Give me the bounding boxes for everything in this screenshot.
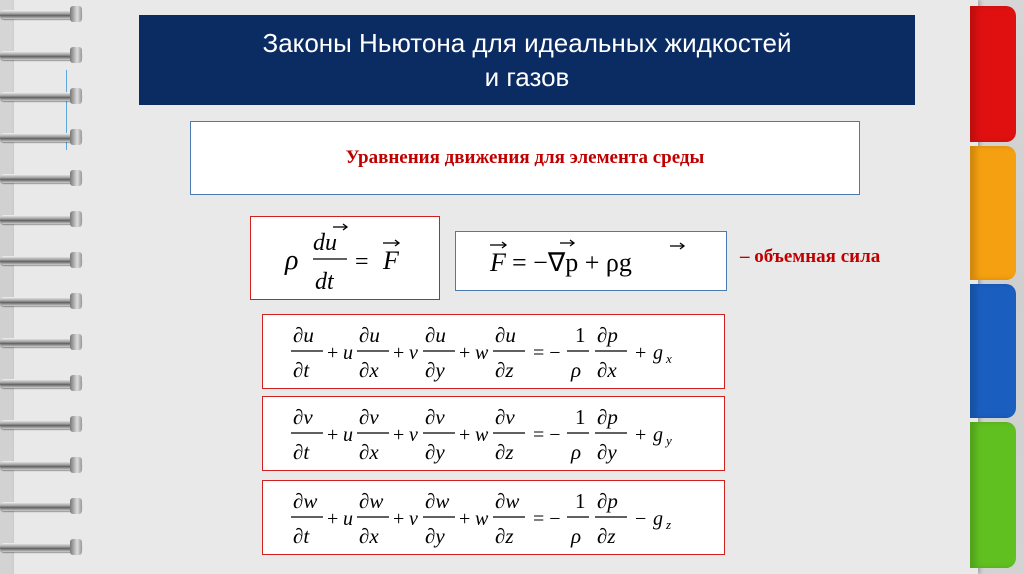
fraction-numerator: ∂w [359, 489, 384, 513]
binding-ring [0, 543, 82, 552]
newton-equation [251, 217, 439, 299]
tab-red[interactable] [970, 6, 1016, 142]
fraction-numerator: 1 [575, 489, 586, 513]
plus-sign: + [459, 342, 471, 364]
fraction-denominator: ∂y [425, 524, 445, 548]
binding-ring [0, 215, 82, 224]
binding-ring [0, 92, 82, 101]
fraction-denominator: ρ [571, 524, 582, 548]
fraction-numerator: 1 [575, 323, 586, 347]
euler-z-box [262, 480, 725, 555]
fraction-denominator: ∂x [359, 358, 379, 382]
dt-text: dt [315, 269, 334, 295]
equals-minus: = − [533, 342, 561, 364]
fraction-numerator: ∂p [597, 405, 618, 429]
fraction-numerator: ∂v [293, 405, 313, 429]
euler-equation-z [263, 481, 724, 554]
gravity-subscript: y [666, 433, 672, 448]
force-lhs: F [490, 248, 506, 277]
newton-equation-box [250, 216, 440, 300]
velocity-u: u [343, 508, 353, 530]
equals-sign: = [355, 249, 369, 275]
title-line-2: и газов [484, 62, 570, 92]
plus-sign: + [459, 508, 471, 530]
gravity-symbol: g [653, 342, 663, 364]
tab-green[interactable] [970, 422, 1016, 568]
fraction-numerator: ∂w [425, 489, 450, 513]
gravity-subscript: z [666, 517, 672, 532]
velocity-v: v [409, 424, 418, 446]
slide-title [139, 15, 915, 105]
fraction-numerator: ∂v [495, 405, 515, 429]
plus-sign: + [393, 342, 405, 364]
gravity-symbol: g [653, 424, 663, 446]
g-sign: + [635, 342, 647, 364]
equals-minus: = − [533, 424, 561, 446]
velocity-w: w [475, 342, 489, 364]
binding-ring [0, 379, 82, 388]
binding-ring [0, 338, 82, 347]
euler-x-box [262, 314, 725, 389]
plus-sign: + [327, 342, 339, 364]
gravity-symbol: g [653, 508, 663, 530]
force-equation [456, 232, 726, 290]
force-rhs: = −∇p + ρg [512, 248, 632, 277]
fraction-numerator: ∂u [359, 323, 380, 347]
fraction-denominator: ∂z [495, 524, 514, 548]
fraction-numerator: ∂p [597, 489, 618, 513]
fraction-numerator: ∂v [425, 405, 445, 429]
euler-equation-y [263, 397, 724, 470]
plus-sign: + [393, 424, 405, 446]
binding-ring [0, 51, 82, 60]
fraction-denominator: ∂t [293, 524, 310, 548]
g-sign: + [635, 424, 647, 446]
fraction-denominator: ∂y [425, 358, 445, 382]
velocity-v: v [409, 342, 418, 364]
plus-sign: + [327, 424, 339, 446]
fraction-numerator: ∂u [293, 323, 314, 347]
fraction-numerator: ∂p [597, 323, 618, 347]
fraction-numerator: ∂v [359, 405, 379, 429]
velocity-v: v [409, 508, 418, 530]
spiral-binding [0, 0, 90, 574]
euler-y-box [262, 396, 725, 471]
title-line-1: Законы Ньютона для идеальных жидкостей [262, 28, 792, 58]
fraction-denominator: ∂z [597, 524, 616, 548]
fraction-denominator: ∂y [597, 440, 617, 464]
du-text: du [313, 230, 337, 256]
body-force-label: – объемная сила [740, 246, 881, 267]
fraction-numerator: 1 [575, 405, 586, 429]
tab-orange[interactable] [970, 146, 1016, 280]
plus-sign: + [393, 508, 405, 530]
fraction-numerator: ∂w [293, 489, 318, 513]
velocity-u: u [343, 342, 353, 364]
binding-ring [0, 297, 82, 306]
euler-equation-x [263, 315, 724, 388]
fraction-denominator: ∂y [425, 440, 445, 464]
binding-ring [0, 133, 82, 142]
fraction-denominator: ∂z [495, 440, 514, 464]
fraction-denominator: ρ [571, 440, 582, 464]
force-equation-box [455, 231, 727, 291]
fraction-denominator: ∂x [597, 358, 617, 382]
plus-sign: + [327, 508, 339, 530]
subtitle-text: Уравнения движения для элемента среды [345, 147, 705, 168]
velocity-w: w [475, 508, 489, 530]
fraction-denominator: ∂x [359, 524, 379, 548]
force-symbol: F [383, 246, 399, 275]
fraction-denominator: ∂z [495, 358, 514, 382]
fraction-numerator: ∂u [425, 323, 446, 347]
tab-blue[interactable] [970, 284, 1016, 418]
velocity-w: w [475, 424, 489, 446]
binding-ring [0, 256, 82, 265]
gravity-subscript: x [666, 351, 672, 366]
velocity-u: u [343, 424, 353, 446]
binding-ring [0, 420, 82, 429]
subtitle-box [190, 121, 860, 195]
fraction-numerator: ∂u [495, 323, 516, 347]
fraction-denominator: ∂t [293, 358, 310, 382]
equals-minus: = − [533, 508, 561, 530]
binding-ring [0, 502, 82, 511]
fraction-denominator: ρ [571, 358, 582, 382]
fraction-denominator: ∂x [359, 440, 379, 464]
binding-ring [0, 10, 82, 19]
binding-ring [0, 174, 82, 183]
rho-symbol: ρ [285, 245, 299, 276]
g-sign: − [635, 508, 647, 530]
binding-ring [0, 461, 82, 470]
fraction-denominator: ∂t [293, 440, 310, 464]
fraction-numerator: ∂w [495, 489, 520, 513]
plus-sign: + [459, 424, 471, 446]
